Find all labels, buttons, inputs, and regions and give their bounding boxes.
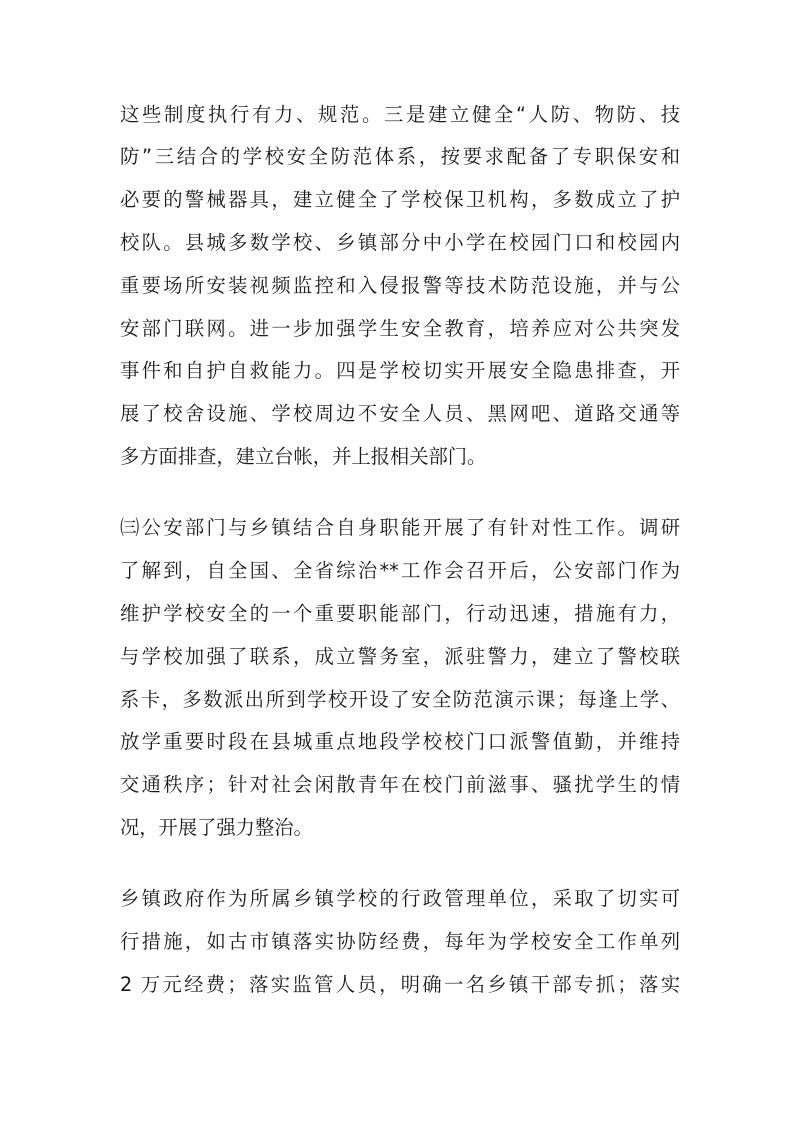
text-line: 防”三结合的学校安全防范体系，按要求配备了专职保安和 (120, 145, 680, 168)
text-line: ㈢公安部门与乡镇结合自身职能开展了有针对性工作。调研 (120, 516, 680, 539)
text-line: 2 万元经费；落实监管人员，明确一名乡镇干部专抓；落实 (120, 973, 680, 996)
text-line: 况，开展了强力整治。 (120, 816, 313, 839)
text-line: 与学校加强了联系，成立警务室，派驻警力，建立了警校联 (120, 645, 680, 668)
text-line: 必要的警械器具，建立健全了学校保卫机构，多数成立了护 (120, 188, 680, 211)
text-line: 放学重要时段在县城重点地段学校校门口派警值勤，并维持 (120, 730, 680, 753)
text-line: 校队。县城多数学校、乡镇部分中小学在校园门口和校园内 (120, 231, 680, 254)
text-line: 展了校舍设施、学校周边不安全人员、黑网吧、道路交通等 (120, 402, 680, 425)
text-line: 安部门联网。进一步加强学生安全教育，培养应对公共突发 (120, 317, 680, 340)
text-line: 这些制度执行有力、规范。三是建立健全“人防、物防、技 (120, 103, 680, 126)
text-line: 事件和自护自救能力。四是学校切实开展安全隐患排查，开 (120, 359, 680, 382)
text-line: 了解到，自全国、全省综治**工作会召开后，公安部门作为 (120, 559, 680, 582)
text-line: 重要场所安装视频监控和入侵报警等技术防范设施，并与公 (120, 274, 680, 297)
text-line: 系卡，多数派出所到学校开设了安全防范演示课；每逢上学、 (120, 688, 680, 711)
text-line: 交通秩序；针对社会闲散青年在校门前滋事、骚扰学生的情 (120, 773, 680, 796)
text-line: 行措施，如古市镇落实协防经费，每年为学校安全工作单列 (120, 930, 680, 953)
text-line: 多方面排查，建立台帐，并上报相关部门。 (120, 445, 487, 468)
text-line: 维护学校安全的一个重要职能部门，行动迅速，措施有力， (120, 602, 680, 625)
text-line: 乡镇政府作为所属乡镇学校的行政管理单位，采取了切实可 (120, 887, 680, 910)
